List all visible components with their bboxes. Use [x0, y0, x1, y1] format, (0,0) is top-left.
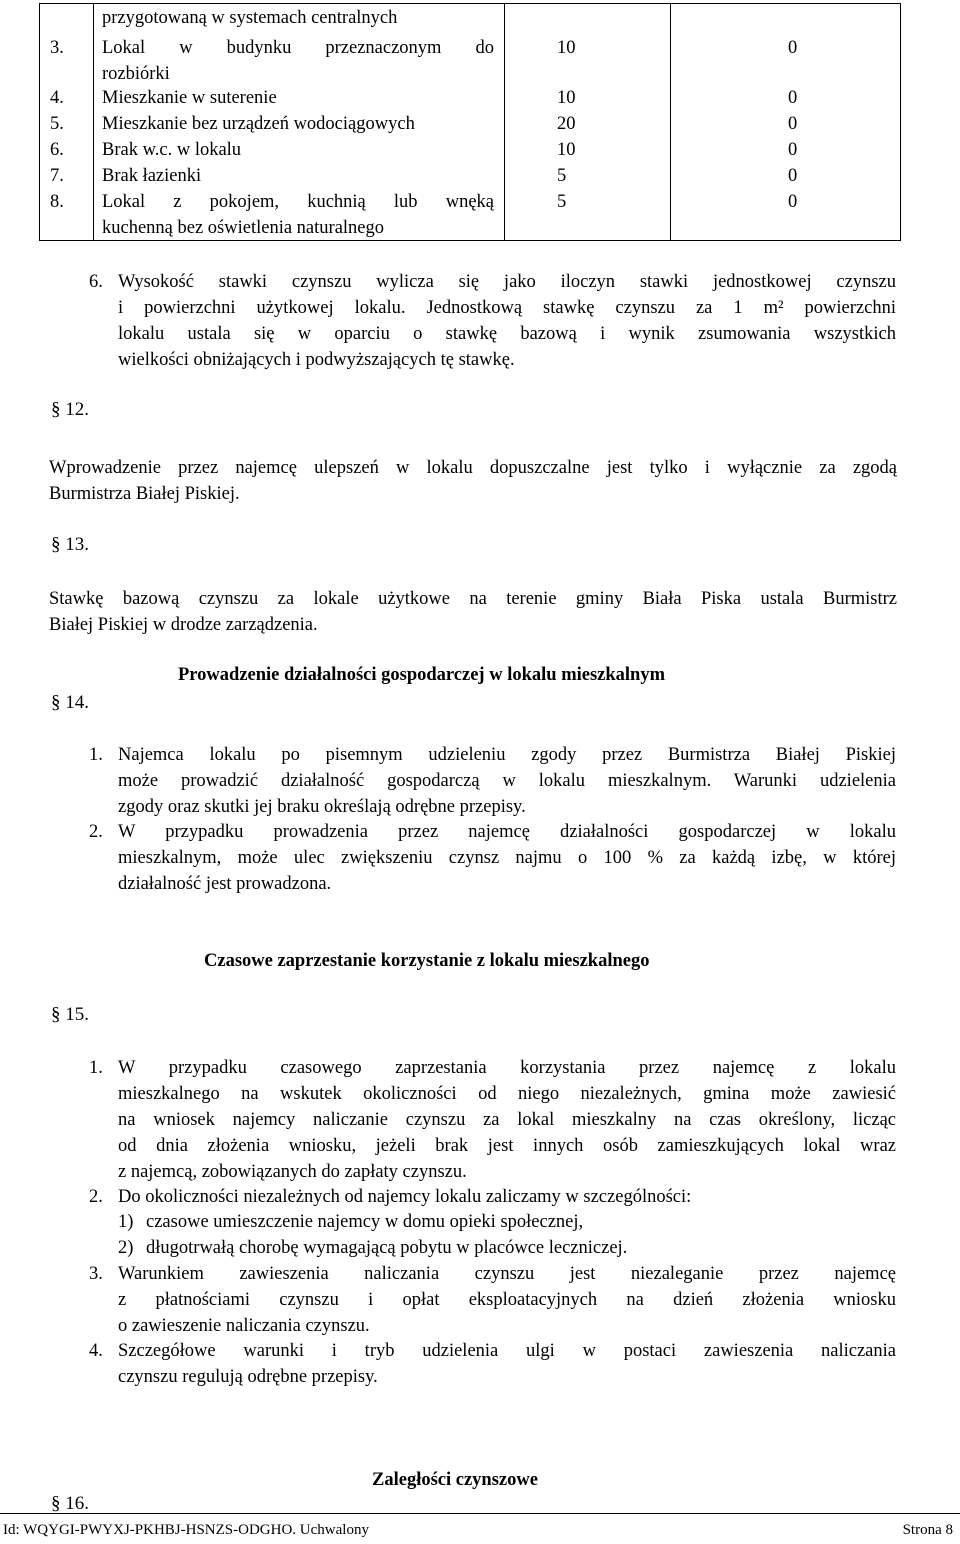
table-cell-num: 6. [50, 140, 64, 160]
table-cell-value: 0 [788, 192, 798, 212]
table-cell-desc [102, 189, 494, 241]
text-line: może prowadzić działalność gospodarczą w lokalu mieszkalnym. Warunki udzielenia [118, 771, 896, 791]
text-line: z płatnościami czynszu i opłat eksploatacyjnych na dzień złożenia wniosku [118, 1290, 896, 1310]
table-cell-line: Lokal z pokojem, kuchnią lub wnęką [102, 192, 494, 212]
list-number: 2. [89, 1187, 103, 1207]
list-item [118, 742, 896, 820]
text-line: i powierzchni użytkowej lokalu. Jednostkową stawkę czynszu za 1 m² powierzchni [118, 298, 896, 318]
table-cell-num: 3. [50, 38, 64, 58]
table-cell-line: kuchenną bez oświetlenia naturalnego [102, 218, 385, 238]
table-cell-line: rozbiórki [102, 64, 170, 84]
list-number: 2. [89, 822, 103, 842]
table-cell-value: 0 [788, 38, 798, 58]
table-cell-desc: Mieszkanie bez urządzeń wodociągowych [102, 114, 415, 134]
document-id: Id: WQYGI-PWYXJ-PKHBJ-HSNZS-ODGHO. Uchwalony [3, 1522, 369, 1538]
footer-divider [0, 1513, 960, 1514]
section-heading: Zaległości czynszowe [372, 1470, 538, 1490]
text-line: Burmistrza Białej Piskiej. [49, 484, 240, 504]
list-number: 1. [89, 1058, 103, 1078]
page-number: Strona 8 [902, 1522, 953, 1538]
point-6-text [118, 269, 896, 373]
table-divider [93, 4, 94, 240]
section-heading: Czasowe zaprzestanie korzystanie z lokalu mieszkalnego [204, 951, 650, 971]
sublist-number: 1) [118, 1212, 134, 1232]
list-item [118, 1261, 896, 1339]
text-line: o zawieszenie naliczania czynszu. [118, 1316, 370, 1336]
text-line: Najemca lokalu po pisemnym udzieleniu zgody przez Burmistrza Białej Piskiej [118, 745, 896, 765]
text-line: mieszkalnego na wskutek okoliczności od niego niezależnych, gmina może zawiesić [118, 1084, 896, 1104]
rent-reduction-table [39, 3, 901, 241]
section-13-text [49, 586, 897, 638]
sublist-number: 2) [118, 1238, 134, 1258]
table-cell-value: 10 [557, 38, 576, 58]
text-line: Białej Piskiej w drodze zarządzenia. [49, 615, 318, 635]
section-heading: Prowadzenie działalności gospodarczej w lokalu mieszkalnym [178, 665, 665, 685]
table-cell-line: Lokal w budynku przeznaczonym do [102, 38, 494, 58]
table-cell-value: 20 [557, 114, 576, 134]
table-cell-num: 8. [50, 192, 64, 212]
section-number: § 15. [51, 1004, 89, 1025]
table-cell-value: 0 [788, 166, 798, 186]
text-line: działalność jest prowadzona. [118, 874, 332, 894]
section-12-text [49, 455, 897, 507]
text-line: od dnia złożenia wniosku, jeżeli brak jest innych osób zamieszkujących lokal wraz [118, 1136, 896, 1156]
table-cell-desc: przygotowaną w systemach centralnych [102, 8, 398, 28]
table-cell-value: 0 [788, 88, 798, 108]
table-cell-num: 5. [50, 114, 64, 134]
table-divider [670, 4, 671, 240]
table-cell-desc: Mieszkanie w suterenie [102, 88, 277, 108]
text-line: lokalu ustala się w oparciu o stawkę bazową i wynik zsumowania wszystkich [118, 324, 896, 344]
text-line: na wniosek najemcy naliczanie czynszu za lokal mieszkalny na czas określony, licząc [118, 1110, 896, 1130]
table-cell-value: 0 [788, 114, 798, 134]
text-line: W przypadku czasowego zaprzestania korzystania przez najemcę z lokalu [118, 1058, 896, 1078]
list-item [118, 1055, 896, 1185]
text-line: z najemcą, zobowiązanych do zapłaty czynszu. [118, 1162, 467, 1182]
table-cell-value: 5 [557, 166, 567, 186]
text-line: wielkości obniżających i podwyższających tę stawkę. [118, 350, 515, 370]
table-cell-num: 7. [50, 166, 64, 186]
list-item [118, 1184, 896, 1210]
text-line: Do okoliczności niezależnych od najemcy lokalu zaliczamy w szczególności: [118, 1187, 692, 1207]
sublist-item: czasowe umieszczenie najemcy w domu opieki społecznej, [146, 1212, 584, 1232]
list-item [118, 1338, 896, 1390]
text-line: mieszkalnym, może ulec zwiększeniu czynsz najmu o 100 % za każdą izbę, w której [118, 848, 896, 868]
text-line: czynszu regulują odrębne przepisy. [118, 1367, 378, 1387]
text-line: Wysokość stawki czynszu wylicza się jako iloczyn stawki jednostkowej czynszu [118, 272, 896, 292]
text-line: Wprowadzenie przez najemcę ulepszeń w lokalu dopuszczalne jest tylko i wyłącznie za zgodą [49, 458, 897, 478]
list-number: 6. [89, 272, 103, 292]
text-line: W przypadku prowadzenia przez najemcę działalności gospodarczej w lokalu [118, 822, 896, 842]
table-cell-desc: Brak w.c. w lokalu [102, 140, 242, 160]
list-number: 4. [89, 1341, 103, 1361]
table-cell-value: 10 [557, 140, 576, 160]
text-line: Warunkiem zawieszenia naliczania czynszu jest niezaleganie przez najemcę [118, 1264, 896, 1284]
section-number: § 13. [51, 534, 89, 555]
list-item [118, 819, 896, 897]
section-number: § 12. [51, 399, 89, 420]
section-number: § 14. [51, 692, 89, 713]
section-number: § 16. [51, 1493, 89, 1514]
table-divider [504, 4, 505, 240]
text-line: Stawkę bazową czynszu za lokale użytkowe na terenie gminy Biała Piska ustala Burmistrz [49, 589, 897, 609]
sublist-item: długotrwałą chorobę wymagającą pobytu w placówce leczniczej. [146, 1238, 628, 1258]
table-cell-value: 0 [788, 140, 798, 160]
table-cell-value: 5 [557, 192, 567, 212]
table-cell-desc [102, 35, 494, 87]
text-line: Szczegółowe warunki i tryb udzielenia ulgi w postaci zawieszenia naliczania [118, 1341, 896, 1361]
table-cell-desc: Brak łazienki [102, 166, 202, 186]
table-cell-num: 4. [50, 88, 64, 108]
list-number: 3. [89, 1264, 103, 1284]
table-cell-value: 10 [557, 88, 576, 108]
text-line: zgody oraz skutki jej braku określają odrębne przepisy. [118, 797, 526, 817]
list-number: 1. [89, 745, 103, 765]
